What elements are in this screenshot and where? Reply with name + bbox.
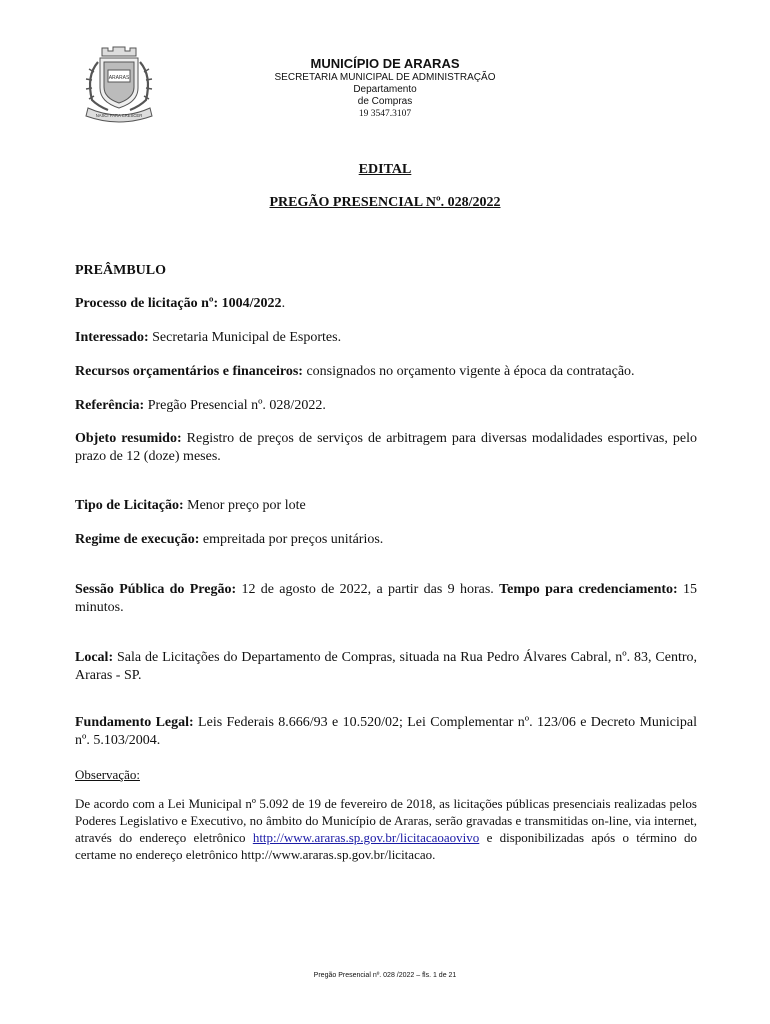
edital-title: EDITAL <box>358 162 412 177</box>
sessao-paragraph <box>75 581 697 617</box>
tipo-label: Tipo de Licitação: <box>75 498 184 513</box>
crest-ribbon-text: NASCI PARA CRESCER <box>95 113 143 118</box>
pregao-title: PREGÃO PRESENCIAL Nº. 028/2022 <box>269 195 501 210</box>
fundamento-paragraph <box>75 714 697 750</box>
page-footer: Pregão Presencial nº. 028 /2022 – fls. 1 de 21 <box>313 972 457 979</box>
recursos-value: consignados no orçamento vigente à época da contratação. <box>302 364 635 379</box>
sessao-label: Sessão Pública do Pregão: <box>75 582 237 597</box>
recursos-label: Recursos orçamentários e financeiros: <box>75 364 303 379</box>
regime-value: empreitada por preços unitários. <box>199 532 384 547</box>
local-label: Local: <box>75 650 114 665</box>
tipo-value: Menor preço por lote <box>183 498 306 513</box>
local-value: Sala de Licitações do Departamento de Compras, situada na Rua Pedro Álvares Cabral, nº. 83, Centro, Araras - SP. <box>75 650 697 683</box>
processo-line <box>75 295 697 313</box>
phone-number: 19 3547.3107 <box>358 109 412 119</box>
sessao-value: 12 de agosto de 2022, a partir das 9 horas. <box>236 582 500 597</box>
secretariat-name: SECRETARIA MUNICIPAL DE ADMINISTRAÇÃO <box>274 72 496 83</box>
letterhead <box>230 56 540 120</box>
local-paragraph <box>75 649 697 685</box>
municipal-crest-logo <box>78 44 160 124</box>
observacao-text-after-link: e disponibilizadas após o término do certame no endereço eletrônico http://www.araras.sp.gov.br/licitacao. <box>75 830 697 862</box>
tempo-label: Tempo para credenciamento: <box>499 582 678 597</box>
interessado-line <box>75 329 697 347</box>
processo-end: . <box>281 296 286 311</box>
recursos-line <box>75 363 697 381</box>
interessado-value: Secretaria Municipal de Esportes. <box>148 330 342 345</box>
referencia-value: Pregão Presencial nº. 028/2022. <box>144 398 326 413</box>
referencia-label: Referência: <box>75 398 145 413</box>
licitacao-ao-vivo-link[interactable]: http://www.araras.sp.gov.br/licitacaoaovivo <box>252 830 480 845</box>
processo-label: Processo de licitação nº: 1004/2022 <box>75 296 282 311</box>
preambulo-heading-text: PREÂMBULO <box>75 263 166 278</box>
regime-line <box>75 531 697 549</box>
observacao-heading-text: Observação: <box>75 767 140 782</box>
objeto-label: Objeto resumido: <box>75 431 182 446</box>
observacao-paragraph <box>75 795 697 863</box>
interessado-label: Interessado: <box>75 330 149 345</box>
referencia-line <box>75 397 697 415</box>
observacao-text-before-link: De acordo com a Lei Municipal nº 5.092 de 19 de fevereiro de 2018, as licitações públicas presenciais realizadas pelos Poderes Legislativo e Executivo, no âmbito do Município de Araras, serão gravadas e transmitidas on-line, via internet, através do endereço eletrônico <box>75 796 697 845</box>
municipality-name: MUNICÍPIO DE ARARAS <box>310 56 460 71</box>
tipo-line <box>75 497 697 515</box>
department-line-2: de Compras <box>357 96 413 107</box>
preambulo-heading <box>75 262 697 280</box>
objeto-paragraph <box>75 430 697 466</box>
department-line-1: Departamento <box>353 84 417 95</box>
fundamento-label: Fundamento Legal: <box>75 715 194 730</box>
observacao-heading <box>75 766 697 783</box>
objeto-value: Registro de preços de serviços de arbitragem para diversas modalidades esportivas, pelo prazo de 12 (doze) meses. <box>75 431 697 464</box>
fundamento-value: Leis Federais 8.666/93 e 10.520/02; Lei Complementar nº. 123/06 e Decreto Municipal nº. 5.103/2004. <box>75 715 698 748</box>
regime-label: Regime de execução: <box>75 532 200 547</box>
tempo-value: 15 minutos. <box>75 582 697 615</box>
crest-motto: ARARAS <box>108 75 130 81</box>
